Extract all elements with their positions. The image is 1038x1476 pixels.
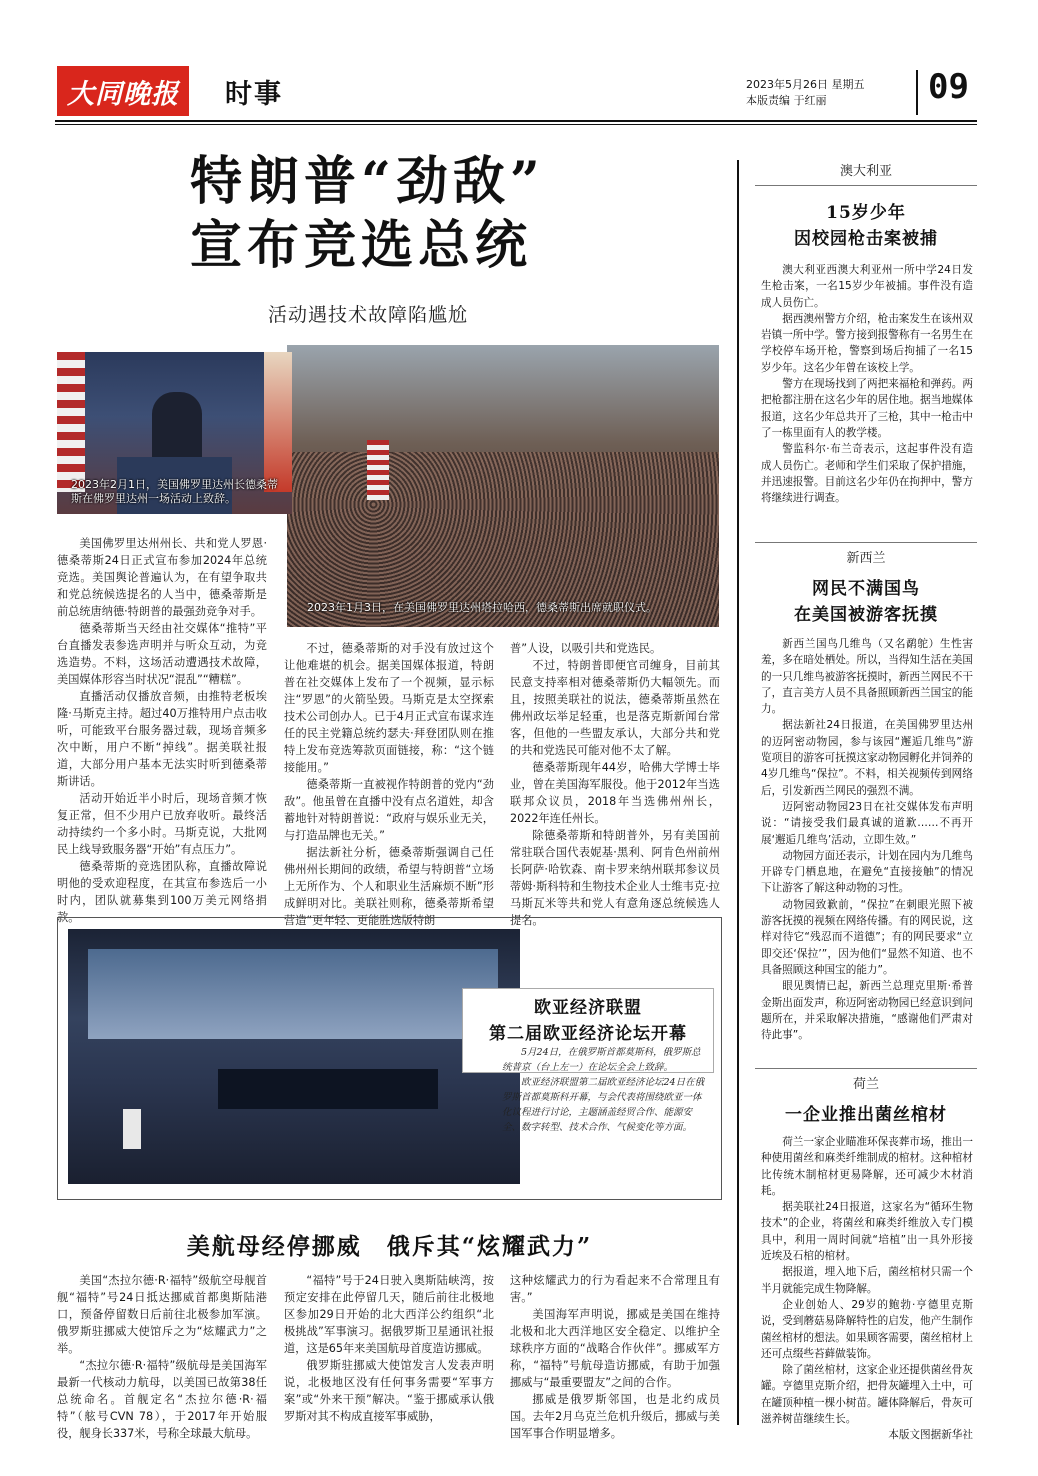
flag-icon <box>367 440 389 500</box>
aus-headline-line1: 15岁少年 <box>826 203 906 223</box>
sidebar-divider <box>737 160 739 1425</box>
forum-screen <box>88 949 498 1039</box>
nz-headline <box>755 576 977 628</box>
lead-column-2 <box>284 640 494 929</box>
nz-tag-rule-top <box>755 542 977 543</box>
nl-section <box>755 1068 977 1444</box>
page-number-divider <box>916 70 918 115</box>
state-flag-icon <box>264 352 292 492</box>
paragraph: 动物园致歉前，“保拉”在刺眼光照下被游客抚摸的视频在网络传播。有的网民说，这样对待它“残忍而不道德”；有的网民要求“立即交还‘保拉’”，因为他们“显然不知道、也不具备照顾这种国宝的能力”。 <box>761 898 973 976</box>
forum-photo <box>68 929 520 1184</box>
forum-headline-line2: 第二届欧亚经济论坛开幕 <box>489 1024 687 1044</box>
masthead-rule <box>55 120 977 122</box>
nl-body <box>761 1134 973 1444</box>
carrier-column-3 <box>510 1272 720 1442</box>
aus-headline-line2: 因校园枪击案被捕 <box>794 229 938 249</box>
paragraph: 美国海军声明说，挪威是美国在维持北极和北大西洋地区安全稳定、以维护全球秩序方面的“战略合作伙伴”。挪威军方称，“福特”号航母造访挪威，有助于加强挪威与“最重要盟友”之间的合作。 <box>510 1308 720 1389</box>
forum-headline-line1: 欧亚经济联盟 <box>534 998 642 1018</box>
paragraph: 动物园方面还表示，计划在园内为几维鸟开辟专门栖息地，在避免“直接接触”的情况下让游客了解这种动物的习性。 <box>761 849 973 895</box>
lead-headline-line2: 宣布竞选总统 <box>190 215 533 276</box>
lead-headline-line1: 特朗普“劲敌” <box>190 151 545 212</box>
us-flag-icon <box>57 352 85 492</box>
lead-subtitle: 活动遇技术故障陷尴尬 <box>268 304 469 326</box>
paragraph: 荷兰一家企业瞄准环保丧葬市场，推出一种使用菌丝和麻类纤维制成的棺材。这种棺材比传统木制棺材更易降解，还可减少木材消耗。 <box>761 1136 973 1197</box>
nz-body <box>761 636 973 1043</box>
paragraph: 不过，德桑蒂斯的对手没有放过这个让他难堪的机会。据美国媒体报道，特朗普在社交媒体上发布了一个视频，显示标注“罗恩”的火箭坠毁。马斯克是太空探索技术公司创办人。已于4月正式宣布谋求连任的民主党籍总统约瑟夫·拜登团队则在推特上发布竞选筹款页面链接，称：“这个链接能用。” <box>284 642 494 774</box>
page-number: 09 <box>928 67 969 107</box>
aus-headline <box>755 200 977 252</box>
inauguration-photo-caption: 2023年1月3日，在美国佛罗里达州塔拉哈西，德桑蒂斯出席就职仪式。 <box>307 601 657 614</box>
carrier-headline: 美航母经停挪威 俄斥其“炫耀武力” <box>186 1233 593 1260</box>
paragraph: 欧亚经济联盟第二届欧亚经济论坛24日在俄罗斯首都莫斯科开幕，与会代表将围绕欧亚一体化议程进行讨论，主题涵盖经贸合作、能源安全、数字转型、技术合作、气候变化等方面。 <box>502 1077 705 1133</box>
speech-photo <box>57 352 292 514</box>
lectern <box>123 1109 141 1149</box>
paragraph: 普”人设，以吸引共和党选民。 <box>510 642 662 655</box>
paragraph: “福特”号于24日驶入奥斯陆峡湾，按预定安排在此停留几天，随后前往北极地区参加29日开始的北大西洋公约组织“北极挑战”军事演习。据俄罗斯卫星通讯社报道，这是65年来美国航母首度造访挪威。 <box>284 1274 494 1355</box>
paragraph: 据美联社24日报道，这家名为“循环生物技术”的企业，将菌丝和麻类纤维放入专门模具中，利用一周时间就“培植”出一具外形接近埃及石棺的棺材。 <box>761 1201 973 1263</box>
nz-headline-line1: 网民不满国鸟 <box>812 579 920 599</box>
paragraph: 除了菌丝棺材，这家企业还提供菌丝骨灰罐。亨德里克斯介绍，把骨灰罐埋入土中，可在罐顶种植一棵小树苗。罐体降解后，骨灰可滋养树苗继续生长。 <box>761 1364 973 1426</box>
carrier-column-2 <box>284 1272 494 1425</box>
aus-tag: 澳大利亚 <box>839 164 892 179</box>
paragraph: 澳大利亚西澳大利亚州一所中学24日发生枪击案，一名15岁少年被捕。事件没有造成人员伤亡。 <box>761 264 973 309</box>
paragraph: 警监科尔·布兰奇表示，这起事件没有造成人员伤亡。老师和学生们采取了保护措施，并迅速报警。目前这名少年仍在拘押中，警方将继续进行调查。 <box>761 443 973 505</box>
paragraph: 美国“杰拉尔德·R·福特”级航空母舰首舰“福特”号24日抵达挪威首都奥斯陆港口，预备停留数日后前往北极参加军演。俄罗斯驻挪威大使馆斥之为“炫耀武力”之举。 <box>57 1274 267 1355</box>
paragraph: 据西澳州警方介绍，枪击案发生在该州双岩镇一所中学。警方接到报警称有一名男生在学校停车场开枪，警察到场后拘捕了一名15岁少年。这名少年曾在该校上学。 <box>761 312 973 374</box>
lead-column-1 <box>57 535 267 926</box>
section-name: 时事 <box>225 79 283 110</box>
nl-tag: 荷兰 <box>852 1077 879 1092</box>
paragraph: 美国佛罗里达州州长、共和党人罗恩·德桑蒂斯24日正式宣布参加2024年总统竞选。美国舆论普遍认为，在有望争取共和党总统候选提名的人当中，德桑蒂斯是前总统唐纳德·特朗普的最强劲竞争对手。 <box>57 537 267 618</box>
paragraph: 警方在现场找到了两把来福枪和弹药。两把枪都注册在这名少年的居住地。据当地媒体报道，这名少年总共开了三枪，其中一枪击中了一栋里面有人的教学楼。 <box>761 378 973 439</box>
paragraph: 据法新社分析，德桑蒂斯强调自己任佛州州长期间的政绩，希望与特朗普“立场上无所作为、个人和职业生活麻烦不断”形成鲜明对比。美联社则称，德桑蒂斯希望营造“更年轻、更能胜选版特朗 <box>284 846 494 927</box>
paragraph: 德桑蒂斯一直被视作特朗普的党内“劲敌”。他虽曾在直播中没有点名道姓，却含蓄地针对特朗普说：“政府与娱乐业无关，与打造品牌也无关。” <box>284 778 494 842</box>
nl-headline: 一企业推出菌丝棺材 <box>785 1105 947 1125</box>
paragraph: “杰拉尔德·R·福特”级航母是美国海军最新一代核动力航母，以美国已故第38任总统命名。首舰定名“杰拉尔德·R·福特”（舷号CVN 78），于2017年开始服役，舰身长337米，号称全球最大航母。 <box>57 1359 267 1440</box>
paragraph: 俄罗斯驻挪威大使馆发言人发表声明说，北极地区没有任何事务需要“军事方案”或“外来干预”解决。“鉴于挪威承认俄罗斯对其不构成直接军事威胁， <box>284 1359 494 1423</box>
source-credit: 本版文图据新华社 <box>888 1429 973 1442</box>
paragraph: 德桑蒂斯的竞选团队称，直播故障说明他的受欢迎程度，在其宣布参选后一小时内，团队就募集到100万美元网络捐款。 <box>57 860 267 924</box>
editor-line: 本版责编 于红丽 <box>746 94 827 107</box>
paragraph: 德桑蒂斯当天经由社交媒体“推特”平台直播发表参选声明并与听众互动，为竞选造势。不料，这场活动遭遇技术故障，美国媒体形容当时状况“混乱”“糟糕”。 <box>57 622 267 686</box>
speaker-figure <box>152 392 202 462</box>
paragraph: 除德桑蒂斯和特朗普外，另有美国前常驻联合国代表妮基·黑利、阿肯色州前州长阿萨·哈钦森、南卡罗来纳州联邦参议员蒂姆·斯科特和生物技术企业人士维韦克·拉马斯瓦米等共和党人有意角逐总统候选人提名。 <box>510 829 720 927</box>
forum-caption <box>502 1045 710 1135</box>
paragraph: 直播活动仅播放音频，由推特老板埃隆·马斯克主持。超过40万推特用户点击收听，可能致平台服务器过载，现场音频多次中断，用户不断“掉线”。据美联社报道，大部分用户基本无法实时听到德桑蒂斯讲话。 <box>57 690 267 788</box>
lead-column-3 <box>510 640 720 929</box>
aus-body <box>761 262 973 506</box>
paragraph: 挪威是俄罗斯邻国，也是北约成员国。去年2月乌克兰危机升级后，挪威与美国军事合作明显增多。 <box>510 1393 720 1440</box>
paragraph: 据报道，埋入地下后，菌丝棺材只需一个半月就能完成生物降解。 <box>761 1266 973 1295</box>
paragraph: 迈阿密动物园23日在社交媒体发布声明说：“请接受我们最真诚的道歉……不再开展‘邂逅几维鸟’活动，立即生效。” <box>761 800 973 846</box>
nz-headline-line2: 在美国被游客抚摸 <box>794 605 938 625</box>
inauguration-photo <box>287 345 719 627</box>
nz-tag: 新西兰 <box>846 551 886 566</box>
masthead-rule-thin <box>55 124 977 125</box>
newspaper-logo: 大同晚报 <box>57 66 189 116</box>
paragraph: 企业创始人、29岁的鲍勃·亨德里克斯说，受到蘑菇易降解特性的启发，他产生制作菌丝棺材的想法。如果顾客需要，菌丝棺材上还可点缀些苔藓做装饰。 <box>761 1298 973 1360</box>
forum-stage <box>218 1069 438 1109</box>
date-line: 2023年5月26日 星期五 <box>746 78 865 91</box>
paragraph: 据法新社24日报道，在美国佛罗里达州的迈阿密动物园，参与该园“邂逅几维鸟”游览项目的游客可抚摸这家动物园孵化并饲养的4岁几维鸟“保拉”。不料，相关视频传到网络后，引发新西兰网民的强烈不满。 <box>761 719 973 797</box>
paragraph: 德桑蒂斯现年44岁，哈佛大学博士毕业，曾在美国海军服役。他于2012年当选联邦众议员，2018年当选佛州州长，2022年连任州长。 <box>510 761 720 825</box>
nl-tag-rule-top <box>755 1068 977 1069</box>
aus-tag-rule <box>755 185 977 186</box>
paragraph: 不过，特朗普即便官司缠身，目前其民意支持率相对德桑蒂斯仍大幅领先。而且，按照美联社的说法，德桑蒂斯虽然在佛州政坛举足轻重，也是落克斯新闻台常客，但他的一些盟友承认，大部分共和党的共和党选民可能对他不太了解。 <box>510 659 720 757</box>
paragraph: 这种炫耀武力的行为看起来不合常理且有害。” <box>510 1274 720 1304</box>
paragraph: 5月24日，在俄罗斯首都莫斯科，俄罗斯总统普京（台上左一）在论坛全会上致辞。 <box>502 1047 701 1073</box>
paragraph: 新西兰国鸟几维鸟（又名鹬鸵）生性害羞，多在暗处栖处。所以，当得知生活在美国的一只几维鸟被游客抚摸时，新西兰网民不干了，直言美方人员不具备照顾新西兰国宝的能力。 <box>761 638 973 716</box>
nz-section <box>755 542 977 1043</box>
date-info <box>746 77 865 109</box>
paragraph: 眼见舆情已起，新西兰总理克里斯·希普金斯出面发声，称迈阿密动物园已经意识到问题所在，并采取解决措施，“感谢他们严肃对待此事”。 <box>761 980 973 1042</box>
carrier-column-1 <box>57 1272 267 1442</box>
paragraph: 活动开始近半小时后，现场音频才恢复正常，但不少用户已放弃收听。最终活动持续约一个多小时。马斯克说，大批网民上线导致服务器“开始”有点压力”。 <box>57 792 267 856</box>
speech-photo-caption: 2023年2月1日，美国佛罗里达州长德桑蒂斯在佛罗里达州一场活动上致辞。 <box>71 478 278 505</box>
aus-section <box>755 160 977 506</box>
lead-headline <box>190 150 545 278</box>
